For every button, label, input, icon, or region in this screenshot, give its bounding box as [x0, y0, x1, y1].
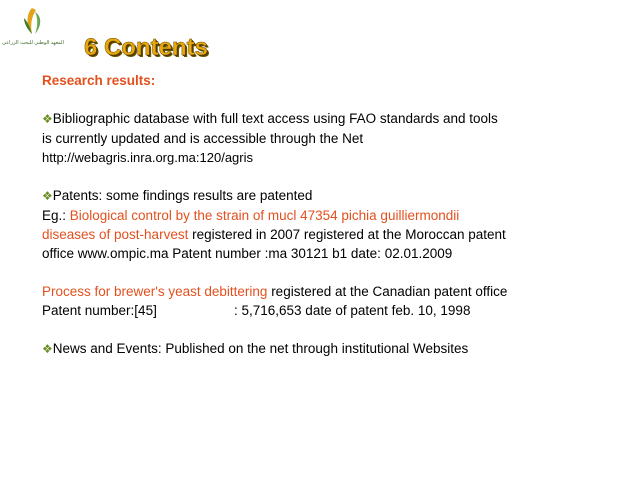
- diamond-bullet-icon: ❖: [42, 342, 53, 356]
- patent1-title: Biological control by the strain of mucl 47354 pichia guilliermondii: [69, 208, 460, 223]
- news-bullet: [42, 339, 632, 359]
- news-text: News and Events: Published on the net through institutional Websites: [52, 341, 469, 356]
- logo-emblem-icon: [2, 4, 64, 40]
- patent2-line-2: [42, 301, 632, 320]
- patents-bullet: [42, 186, 632, 206]
- bibliographic-line-1: [42, 109, 632, 129]
- agris-link[interactable]: http://webagris.inra.org.ma:120/agris: [42, 150, 253, 165]
- patent2-line-1: [42, 282, 632, 301]
- patent1-line-3: office www.ompic.ma Patent number :ma 30121 b1 date: 02.01.2009: [42, 246, 453, 261]
- institute-logo: [2, 4, 64, 56]
- logo-caption: المعهد الوطني للبحث الزراعي: [2, 40, 64, 46]
- patent1-line-1: [42, 206, 632, 225]
- bibliographic-line-2: is currently updated and is accessible through the Net: [42, 131, 364, 146]
- section-heading: Research results:: [42, 73, 156, 88]
- patent2-number-label: Patent number:[45]: [42, 303, 157, 318]
- patent1-registration: registered in 2007 registered at the Moroccan patent: [188, 227, 506, 242]
- eg-label: Eg.:: [42, 208, 70, 223]
- patent2-title: Process for brewer's yeast debittering: [42, 284, 268, 299]
- diamond-bullet-icon: ❖: [42, 112, 53, 126]
- bibliographic-text: Bibliographic database with full text access using FAO standards and tools: [52, 111, 498, 126]
- patent1-title-end: diseases of post-harvest: [42, 227, 189, 242]
- patent1-line-2: [42, 225, 632, 244]
- diamond-bullet-icon: ❖: [42, 189, 53, 203]
- page-title: 6 Contents: [84, 34, 209, 61]
- patent2-number-value: : 5,716,653 date of patent feb. 10, 1998: [234, 303, 471, 318]
- patents-text: Patents: some findings results are patented: [52, 188, 313, 203]
- content-body: [42, 71, 632, 359]
- patent2-registration: registered at the Canadian patent office: [267, 284, 508, 299]
